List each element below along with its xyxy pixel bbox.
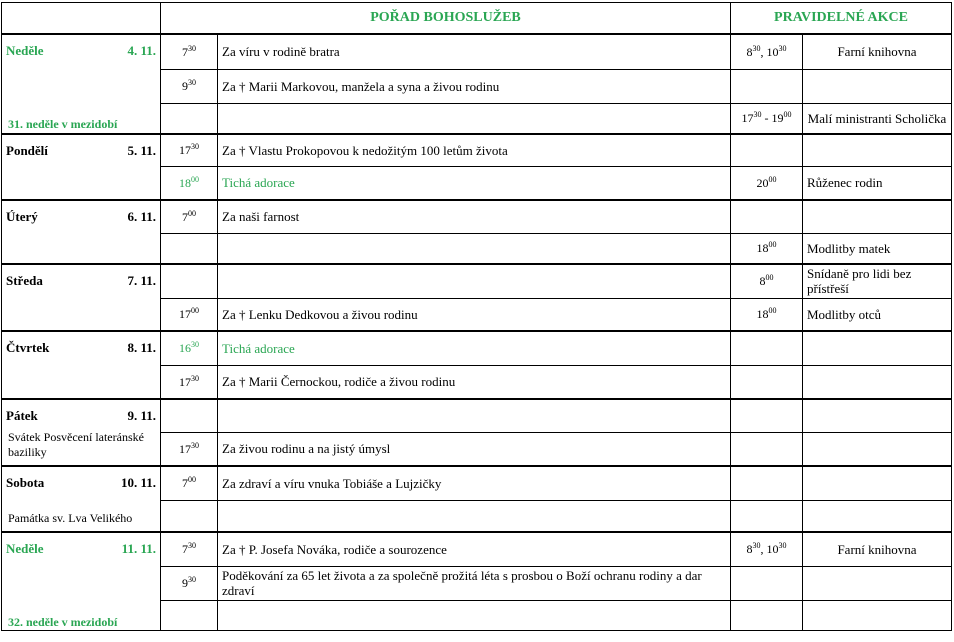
event-name (803, 500, 952, 532)
event-time (731, 166, 803, 200)
event-name (803, 69, 952, 103)
mass-intention: Za † P. Josefa Nováka, rodiče a sourozence (218, 532, 731, 566)
event-name: Farní knihovna (803, 532, 952, 566)
mass-time-value: $17^{00}$ (179, 306, 199, 322)
schedule-row (2, 399, 952, 432)
day-subtitle: Svátek Posvěcení lateránské baziliky (8, 430, 144, 459)
day-date: 6. 11. (127, 209, 156, 224)
mass-time (161, 233, 218, 264)
mass-intention (218, 103, 731, 134)
day-name: Pondělí (6, 143, 48, 158)
day-name: Pátek (6, 408, 38, 423)
day-cell (2, 34, 161, 134)
event-time-value: $8^{30}$, $10^{30}$ (746, 541, 787, 557)
day-cell (2, 532, 161, 630)
mass-time-value: $7^{00}$ (182, 208, 196, 224)
event-name (803, 600, 952, 630)
mass-intention: Tichá adorace (218, 166, 731, 200)
day-date: 4. 11. (127, 43, 156, 58)
event-time (731, 69, 803, 103)
schedule-row (2, 134, 952, 166)
event-time (731, 233, 803, 264)
event-time-value: $18^{00}$ (756, 306, 777, 322)
day-cell (2, 200, 161, 264)
event-time (731, 103, 803, 134)
mass-time (161, 34, 218, 69)
mass-time-value: $16^{30}$ (179, 340, 199, 356)
event-time (731, 432, 803, 466)
schedule-row (2, 200, 952, 233)
header-row (2, 3, 952, 35)
schedule-row (2, 466, 952, 500)
schedule-row (2, 331, 952, 365)
mass-time-value: $17^{30}$ (179, 440, 199, 456)
mass-intention: Za živou rodinu a na jistý úmysl (218, 432, 731, 466)
event-name: Farní knihovna (803, 34, 952, 69)
mass-intention (218, 233, 731, 264)
event-name: Modlitby matek (803, 233, 952, 264)
mass-time-value: $7^{30}$ (182, 541, 196, 557)
mass-intention: Za † Lenku Dedkovou a živou rodinu (218, 298, 731, 331)
day-date: 8. 11. (127, 340, 156, 355)
event-time (731, 200, 803, 233)
mass-intention: Za víru v rodině bratra (218, 34, 731, 69)
mass-time (161, 200, 218, 233)
mass-intention (218, 500, 731, 532)
mass-time-value: $7^{30}$ (182, 43, 196, 59)
mass-time-value: $7^{00}$ (182, 475, 196, 491)
day-cell (2, 134, 161, 200)
mass-intention: Za † Marii Černockou, rodiče a živou rodinu (218, 365, 731, 399)
mass-intention: Poděkování za 65 let života a za společně prožitá léta s prosbou o Boží ochranu rodiny a dar zdraví (218, 566, 731, 600)
day-name: Sobota (6, 475, 45, 490)
mass-time-value: $9^{30}$ (182, 78, 196, 93)
event-name: Snídaně pro lidi bez přístřeší (803, 264, 952, 298)
mass-intention: Za † Vlastu Prokopovou k nedožitým 100 letům života (218, 134, 731, 166)
event-time (731, 500, 803, 532)
event-time (731, 331, 803, 365)
schedule-row (2, 34, 952, 69)
mass-time (161, 566, 218, 600)
event-name (803, 365, 952, 399)
day-name: Úterý (6, 209, 38, 224)
event-time (731, 399, 803, 432)
mass-time-value: $17^{30}$ (179, 373, 199, 389)
mass-intention: Za zdraví a víru vnuka Tobiáše a Lujzičky (218, 466, 731, 500)
event-name (803, 466, 952, 500)
event-time-value: $17^{30} - 19^{00}$ (741, 110, 792, 126)
day-date: 5. 11. (127, 143, 156, 158)
day-cell (2, 466, 161, 532)
day-date: 9. 11. (127, 408, 156, 423)
schedule-table (1, 2, 952, 631)
event-time (731, 466, 803, 500)
event-name (803, 200, 952, 233)
day-date: 11. 11. (121, 541, 156, 556)
mass-intention: Za naši farnost (218, 200, 731, 233)
event-time-value: $8^{00}$ (759, 273, 774, 289)
event-time-value: $20^{00}$ (756, 174, 777, 190)
mass-time (161, 432, 218, 466)
day-cell (2, 399, 161, 466)
header-empty (2, 3, 161, 35)
mass-intention (218, 399, 731, 432)
event-time (731, 264, 803, 298)
event-time (731, 134, 803, 166)
day-name: Čtvrtek (6, 340, 50, 355)
mass-time (161, 399, 218, 432)
mass-time (161, 365, 218, 399)
mass-time-value: $9^{30}$ (182, 575, 196, 590)
schedule-row (2, 264, 952, 298)
event-time (731, 566, 803, 600)
day-subtitle: Památka sv. Lva Velikého (8, 511, 133, 525)
schedule-row (2, 532, 952, 566)
event-name (803, 399, 952, 432)
mass-time-value: $18^{00}$ (179, 174, 199, 190)
mass-intention: Tichá adorace (218, 331, 731, 365)
mass-time (161, 103, 218, 134)
event-time (731, 600, 803, 630)
mass-intention (218, 264, 731, 298)
day-subtitle: 31. neděle v mezidobí (8, 117, 118, 131)
mass-time (161, 134, 218, 166)
day-cell (2, 264, 161, 331)
day-subtitle: 32. neděle v mezidobí (8, 615, 118, 629)
event-name: Růženec rodin (803, 166, 952, 200)
day-cell (2, 331, 161, 399)
mass-time (161, 532, 218, 566)
event-time (731, 365, 803, 399)
mass-time (161, 264, 218, 298)
event-name (803, 566, 952, 600)
event-time (731, 34, 803, 69)
event-time-value: $18^{00}$ (756, 240, 777, 256)
day-name: Neděle (6, 541, 44, 556)
mass-time (161, 331, 218, 365)
day-name: Středa (6, 273, 43, 288)
mass-time (161, 500, 218, 532)
mass-time (161, 69, 218, 103)
day-name: Neděle (6, 43, 44, 58)
mass-time (161, 166, 218, 200)
event-name (803, 331, 952, 365)
event-time (731, 298, 803, 331)
event-name (803, 432, 952, 466)
mass-time (161, 298, 218, 331)
mass-time (161, 466, 218, 500)
mass-intention (218, 600, 731, 630)
event-name: Malí ministranti Scholička (803, 103, 952, 134)
event-name (803, 134, 952, 166)
day-date: 7. 11. (127, 273, 156, 288)
event-name: Modlitby otců (803, 298, 952, 331)
event-time (731, 532, 803, 566)
mass-intention: Za † Marii Markovou, manžela a syna a živou rodinu (218, 69, 731, 103)
event-time-value: $8^{30}$, $10^{30}$ (746, 43, 787, 59)
mass-time (161, 600, 218, 630)
mass-time-value: $17^{30}$ (179, 142, 199, 158)
events-title: PRAVIDELNÉ AKCE (731, 3, 952, 35)
schedule-title: POŘAD BOHOSLUŽEB (161, 3, 731, 35)
day-date: 10. 11. (120, 475, 156, 490)
